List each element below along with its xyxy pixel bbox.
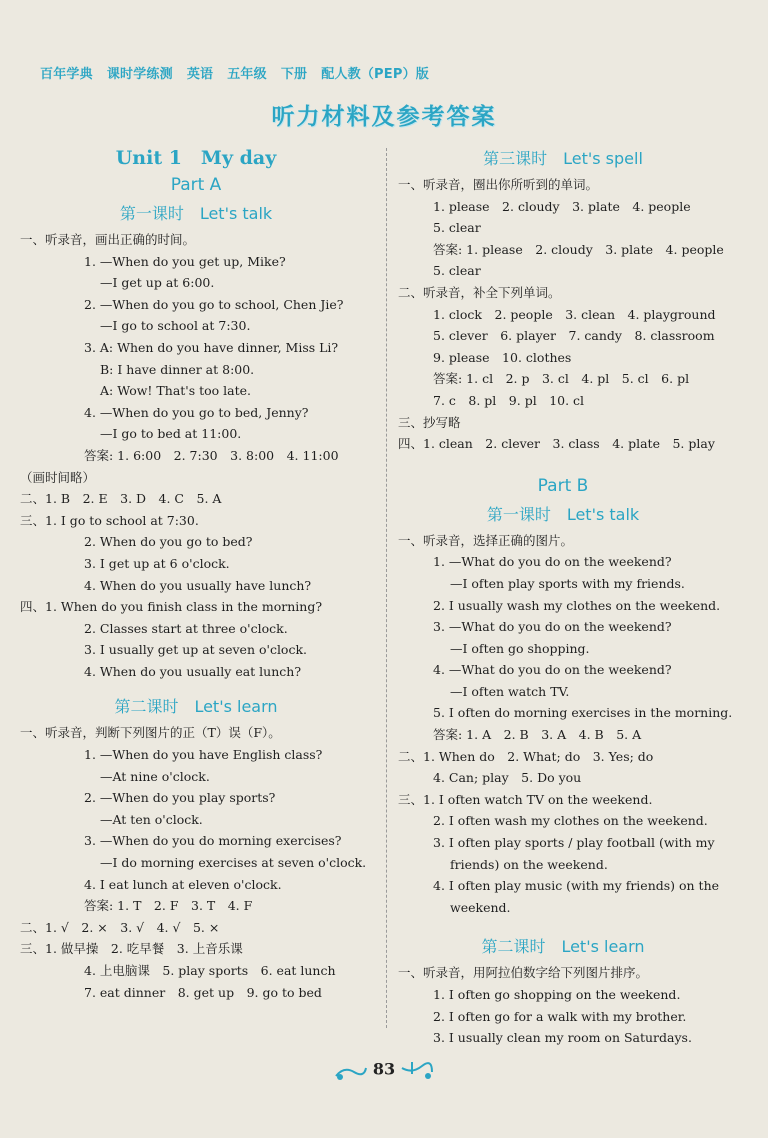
text-line: —I often watch TV. (450, 683, 570, 699)
lesson-heading: 第二课时 Let's learn (481, 937, 645, 957)
text-line: 1. clock 2. people 3. clean 4. playground (433, 306, 716, 322)
text-line: 一、听录音，选择正确的图片。 (398, 532, 574, 548)
header-item: 五年级 (227, 67, 267, 82)
text-line: 三、抄写略 (398, 414, 461, 430)
text-line: 2. —When do you play sports? (84, 790, 276, 806)
book-header (40, 63, 443, 82)
part-heading: Part A (170, 175, 222, 195)
text-line: friends) on the weekend. (450, 856, 608, 872)
text-line: 1. —When do you get up, Mike? (84, 253, 286, 269)
text-line: 2. I usually wash my clothes on the weekend. (433, 597, 721, 613)
text-line: —At nine o'clock. (100, 768, 210, 784)
text-line: 3. I get up at 6 o'clock. (84, 555, 230, 571)
text-line: 三、1. I go to school at 7:30. (20, 512, 199, 528)
left-column (20, 144, 372, 1003)
header-item: 下册 (280, 67, 308, 82)
part-heading: Part B (537, 475, 589, 496)
text-line: 一、听录音，圈出你所听到的单词。 (398, 177, 599, 192)
text-line: 二、1. B 2. E 3. D 4. C 5. A (20, 491, 222, 507)
text-line: 2. —When do you go to school, Chen Jie? (84, 296, 344, 312)
answer-line: 答案: 1. please 2. cloudy 3. plate 4. people (433, 241, 724, 257)
text-line: 三、1. 做早操 2. 吃早餐 3. 上音乐课 (20, 941, 243, 957)
text-line: 2. Classes start at three o'clock. (84, 620, 288, 636)
text-line: 1. —What do you do on the weekend? (433, 554, 672, 570)
text-line: —I often go shopping. (450, 640, 590, 656)
lesson-heading: 第二课时 Let's learn (114, 697, 278, 717)
text-line: 3. I usually clean my room on Saturdays. (433, 1030, 692, 1046)
text-line: 5. clever 6. player 7. candy 8. classroom (433, 328, 715, 344)
text-line: 4. Can; play 5. Do you (433, 770, 582, 786)
text-line: 9. please 10. clothes (433, 349, 572, 365)
lesson-heading: 第一课时 Let's talk (486, 504, 640, 524)
text-line: 3. I usually get up at seven o'clock. (84, 642, 308, 658)
text-line: 1. please 2. cloudy 3. plate 4. people (433, 198, 691, 214)
text-line: 1. —When do you have English class? (84, 747, 323, 763)
lesson-heading: 第一课时 Let's talk (119, 204, 273, 223)
page-footer (0, 1058, 768, 1082)
text-line: 2. I often wash my clothes on the weekend. (433, 813, 708, 829)
right-column (398, 144, 733, 1049)
text-line: 3. —When do you do morning exercises? (84, 833, 342, 849)
text-line: 2. I often go for a walk with my brother. (433, 1008, 687, 1024)
text-line: weekend. (450, 899, 511, 915)
header-item: 配人教（PEP）版 (321, 67, 429, 82)
music-note-left-icon (334, 1058, 368, 1082)
text-line: 一、听录音，用阿拉伯数字给下列图片排序。 (398, 965, 649, 981)
text-line: 4. When do you usually eat lunch? (84, 663, 302, 679)
answer-line: 答案: 1. cl 2. p 3. cl 4. pl 5. cl 6. pl (433, 371, 690, 387)
header-item: 课时学练测 (106, 67, 173, 82)
text-line: A: Wow! That's too late. (100, 383, 252, 399)
text-line: 3. —What do you do on the weekend? (433, 619, 672, 635)
text-line: （画时间略） (20, 469, 96, 485)
text-line: —I go to school at 7:30. (100, 318, 251, 334)
header-item: 英语 (186, 67, 214, 82)
text-line: —I do morning exercises at seven o'clock. (100, 855, 367, 871)
text-line: 一、听录音，画出正确的时间。 (20, 232, 196, 247)
answer-line: 答案: 1. A 2. B 3. A 4. B 5. A (433, 727, 642, 743)
text-line: 4. —What do you do on the weekend? (433, 662, 672, 678)
text-line: 四、1. When do you finish class in the morning? (20, 599, 323, 615)
text-line: 5. I often do morning exercises in the morning. (433, 705, 733, 721)
answer-line: 5. clear (433, 263, 481, 279)
text-line: 5. clear (433, 220, 481, 236)
music-note-right-icon (400, 1058, 434, 1082)
text-line: 3. I often play sports / play football (with my (433, 835, 715, 851)
text-line: —I get up at 6:00. (100, 275, 215, 291)
text-line: 2. When do you go to bed? (84, 534, 253, 550)
text-line: 3. A: When do you have dinner, Miss Li? (84, 339, 339, 355)
text-line: 4. I eat lunch at eleven o'clock. (84, 876, 282, 892)
column-divider (386, 148, 387, 1028)
text-line: 三、1. I often watch TV on the weekend. (398, 791, 653, 807)
answer-line: 7. c 8. pl 9. pl 10. cl (433, 392, 585, 408)
text-line: 4. When do you usually have lunch? (84, 577, 312, 593)
text-line: 二、听录音，补全下列单词。 (398, 284, 561, 300)
text-line: 二、1. When do 2. What; do 3. Yes; do (398, 748, 654, 764)
answer-line: 答案: 1. 6:00 2. 7:30 3. 8:00 4. 11:00 (84, 447, 339, 463)
text-line: 7. eat dinner 8. get up 9. go to bed (84, 984, 322, 1000)
lesson-heading: 第三课时 Let's spell (483, 149, 643, 168)
unit-heading: Unit 1 My day (115, 147, 277, 169)
text-line: 一、听录音，判断下列图片的正（T）误（F）。 (20, 725, 281, 741)
page-number: 83 (372, 1059, 396, 1079)
header-item: 百年学典 (40, 67, 93, 82)
text-line: 四、1. clean 2. clever 3. class 4. plate 5. play (398, 436, 715, 452)
answer-line: 答案: 1. T 2. F 3. T 4. F (84, 898, 253, 914)
text-line: —I go to bed at 11:00. (100, 426, 242, 442)
text-line: 1. I often go shopping on the weekend. (433, 987, 681, 1002)
page-title: 听力材料及参考答案 (271, 104, 497, 130)
text-line: 4. —When do you go to bed, Jenny? (84, 404, 309, 420)
text-line: 4. I often play music (with my friends) on the (433, 878, 720, 894)
text-line: —I often play sports with my friends. (450, 575, 685, 591)
text-line: —At ten o'clock. (100, 811, 203, 827)
text-line: B: I have dinner at 8:00. (100, 361, 255, 377)
text-line: 4. 上电脑课 5. play sports 6. eat lunch (84, 963, 336, 978)
text-line: 二、1. √ 2. × 3. √ 4. √ 5. × (20, 919, 220, 935)
